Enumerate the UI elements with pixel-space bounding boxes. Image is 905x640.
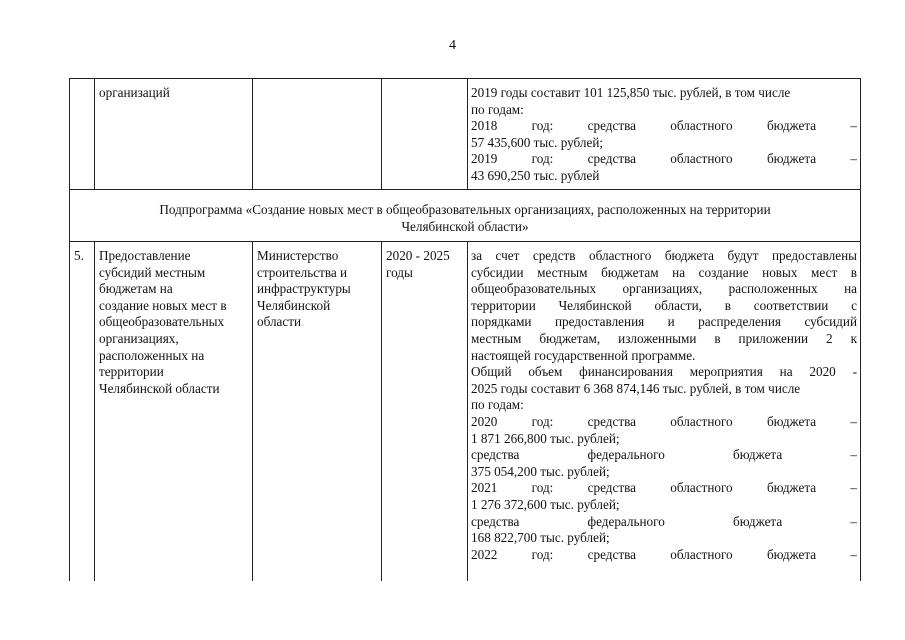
text-line: порядками предоставления и распределения субсидий [471,314,857,330]
text-line: Челябинской [257,297,331,313]
row-divider [70,241,860,242]
text-line: 2022 год: средства областного бюджета – [471,546,857,562]
text-line: 1 871 266,800 тыс. рублей; [471,430,620,446]
text-line: территории Челябинской области, в соответствии с [471,297,857,313]
text-line: 2020 год: средства областного бюджета – [471,413,857,429]
text-line: 2018 год: средства областного бюджета – [471,118,857,134]
text-line: 168 822,700 тыс. рублей; [471,530,610,546]
text-line: Предоставление [99,248,191,263]
row-number: 5. [74,248,84,263]
text-line: 57 435,600 тыс. рублей; [471,134,604,150]
text-line: настоящей государственной программе. [471,347,696,363]
text-line: 2019 год: средства областного бюджета – [471,151,857,167]
column-divider [94,79,95,189]
column-divider [467,241,468,581]
text-line: организациях, [99,330,179,346]
column-divider [252,79,253,189]
text-line: бюджетам на [99,281,173,297]
column-divider [381,241,382,581]
text-line: общеобразовательных [99,314,225,330]
text-line: расположенных на [99,347,205,363]
column-divider [94,241,95,581]
text-line: создание новых мест в [99,297,227,313]
text-line: по годам: [471,397,524,413]
text-line: по годам: [471,101,524,117]
column-divider [252,241,253,581]
subprogram-line-1: Подпрограмма «Создание новых мест в общеобразовательных организациях, расположенных на территории [159,202,771,217]
measure-description [99,248,251,397]
text-line: 2019 годы составит 101 125,850 тыс. рублей, в том числе [471,85,791,100]
text-line: средства федерального бюджета – [471,513,857,529]
text-line: 2025 годы составит 6 368 874,146 тыс. рублей, в том числе [471,380,801,396]
text-line: общеобразовательных организациях, расположенных на [471,281,857,297]
subprogram-heading [70,201,860,235]
text-line: 43 690,250 тыс. рублей [471,167,600,183]
text-line: 1 276 372,600 тыс. рублей; [471,496,620,512]
row-divider [70,189,860,190]
top-row-description: организаций [99,85,170,100]
text-line: местным бюджетам, изложенными в приложении 2 к [471,330,857,346]
text-line: инфраструктуры [257,281,351,297]
text-line: субсидии местным бюджетам на создание новых мест в [471,264,857,280]
text-line: средства федерального бюджета – [471,447,857,463]
text-line: 2020 - 2025 [386,248,450,263]
text-line: Челябинской области [99,380,220,396]
page-number: 4 [449,38,456,53]
column-divider [467,79,468,189]
text-line: 2021 год: средства областного бюджета – [471,480,857,496]
program-table [69,78,861,581]
text-line: субсидий местным [99,264,206,280]
text-line: территории [99,364,164,380]
responsible-executor [257,248,379,331]
text-line: области [257,314,302,330]
subprogram-line-2: Челябинской области» [401,219,529,234]
text-line: строительства и [257,264,348,280]
text-line: Общий объем финансирования мероприятия на 2020 - [471,364,857,380]
text-line: 375 054,200 тыс. рублей; [471,463,610,479]
column-divider [381,79,382,189]
measure-funding-text [471,248,857,563]
text-line: Министерство [257,248,339,263]
implementation-period [386,248,466,281]
text-line: за счет средств областного бюджета будут предоставлены [471,248,857,263]
text-line: годы [386,264,413,280]
top-row-funding-text [471,85,857,185]
